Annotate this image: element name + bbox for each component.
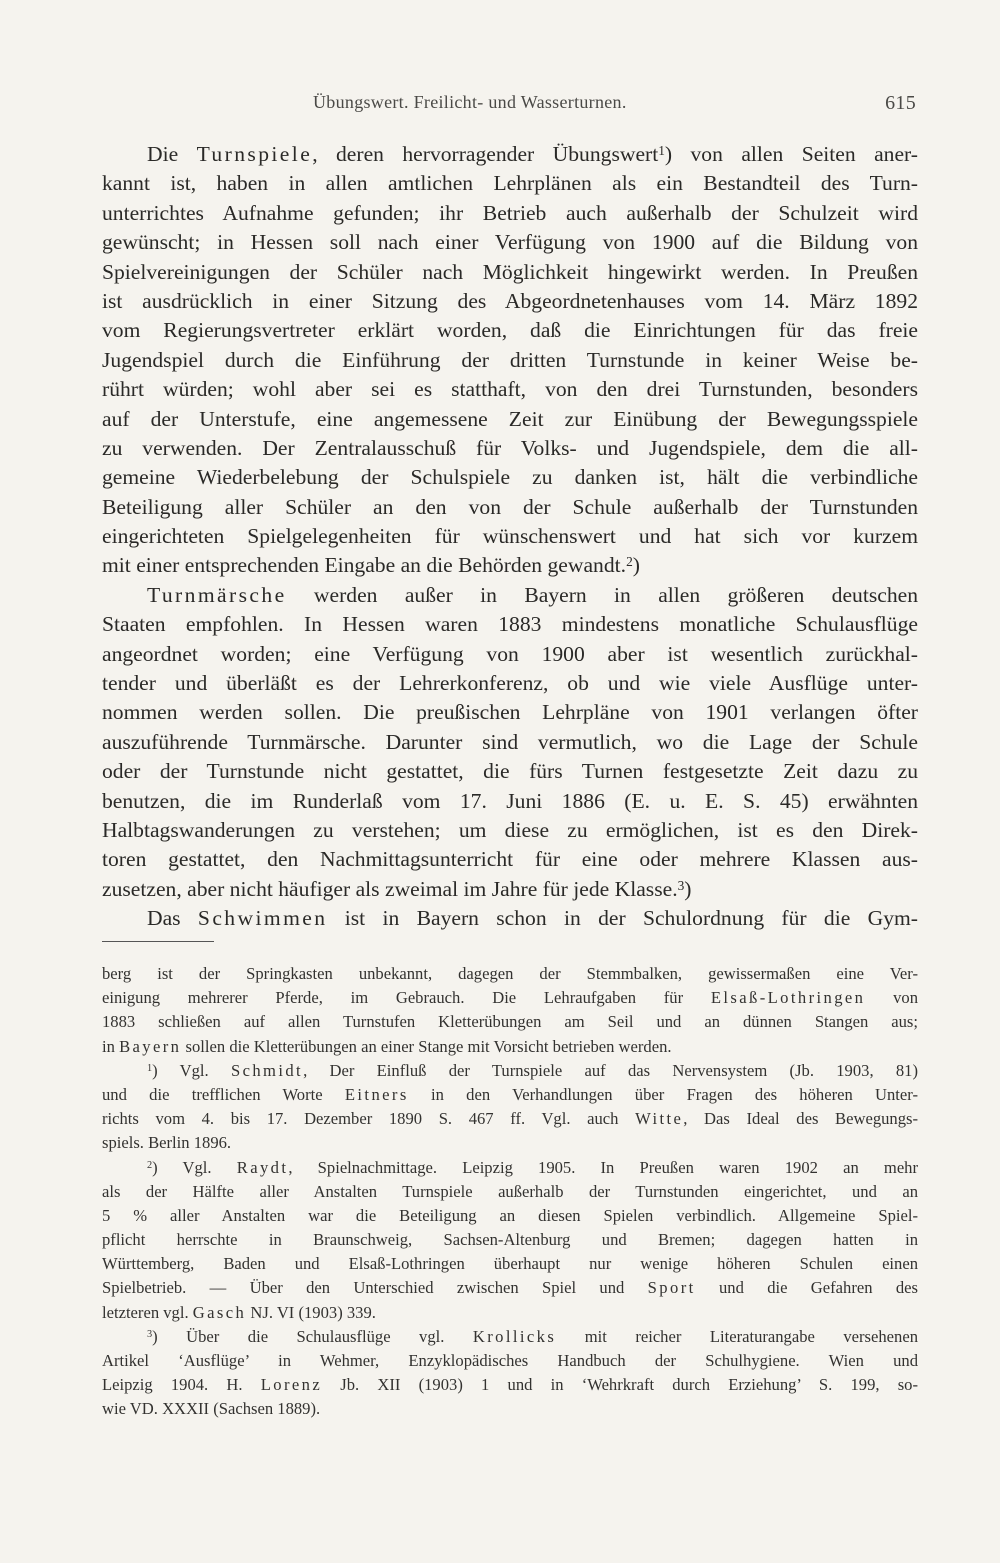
spaced-term: Elsaß-Lothringen <box>710 988 866 1008</box>
footnote-ref: 3 <box>677 877 685 893</box>
footnote-line: letzteren vgl. Gasch NJ. VI (1903) 339. <box>102 1302 376 1322</box>
text-line: toren gestattet, den Nachmittagsunterricht für eine oder mehrere Klassen aus- <box>102 847 918 872</box>
spaced-term: Krollicks <box>472 1326 557 1346</box>
footnotes <box>102 962 918 1422</box>
paragraph-schwimmen <box>102 904 918 933</box>
text-line: auszuführende Turnmärsche. Darunter sind vermutlich, wo die Lage der Schule <box>102 729 918 754</box>
footnote-marker: 1 <box>147 1063 153 1075</box>
text-line: benutzen, die im Runderlaß vom 17. Juni 1886 (E. u. E. S. 45) erwähnten <box>102 788 918 813</box>
spaced-term: Raydt <box>236 1157 289 1177</box>
spaced-term: Turnspiele <box>196 142 313 166</box>
footnote-line: spiels. Berlin 1896. <box>102 1133 232 1153</box>
footnote-rule <box>102 941 214 942</box>
text-line: zu verwenden. Der Zentralausschuß für Volks- und Jugendspiele, dem die all- <box>102 435 918 460</box>
spaced-term: Schwimmen <box>197 906 328 931</box>
footnote-line: und die trefflichen Worte Eitners in den Verhandlungen über Fragen des höheren Unter- <box>102 1084 919 1104</box>
text-line: zusetzen, aber nicht häufiger als zweimal im Jahre für jede Klasse.$^3$) <box>102 876 692 901</box>
spaced-term: Sport <box>647 1278 696 1298</box>
footnote-line: in Bayern sollen die Kletterübungen an einer Stange mit Vorsicht betrieben werden. <box>102 1036 672 1056</box>
footnote-2 <box>102 1156 918 1325</box>
paragraph-turnspiele <box>102 140 918 581</box>
footnote-line: wie VD. XXXII (Sachsen 1889). <box>102 1399 321 1419</box>
text-line: Turnmärsche werden außer in Bayern in allen größeren deutschen <box>147 582 918 607</box>
footnote-line: richts vom 4. bis 17. Dezember 1890 S. 467 ff. Vgl. auch Witte, Das Ideal des Bewegungs- <box>102 1109 918 1129</box>
body-text <box>102 140 918 934</box>
footnote-line: Württemberg, Baden und Elsaß-Lothringen überhaupt nur wenige höheren Schulen einen <box>102 1254 918 1274</box>
text-line: auf der Unterstufe, eine angemessene Zeit zur Einübung der Bewegungsspiele <box>102 406 918 431</box>
footnote-marker: 2 <box>147 1159 153 1171</box>
text-line: nommen werden sollen. Die preußischen Lehrpläne von 1901 verlangen öfter <box>102 700 918 725</box>
spaced-term: Schmidt <box>230 1060 304 1080</box>
footnote-ref: 2 <box>626 554 633 570</box>
text-line: Die Turnspiele, deren hervorragender Übungswert$^1$) von allen Seiten aner- <box>147 142 918 166</box>
footnote-ref: 1 <box>658 142 665 158</box>
footnote-line: als der Hälfte aller Anstalten Turnspiele außerhalb der Turnstunden eingerichtet, und an <box>102 1181 918 1201</box>
running-head <box>108 92 916 122</box>
text-line: unterrichtes Aufnahme gefunden; ihr Betrieb auch außerhalb der Schulzeit wird <box>102 200 918 225</box>
text-line: Staaten empfohlen. In Hessen waren 1883 mindestens monatliche Schulausflüge <box>102 612 918 637</box>
footnote-line: Artikel ‘Ausflüge’ in Wehmer, Enzyklopädisches Handbuch der Schulhygiene. Wien und <box>102 1351 918 1370</box>
footnote-continuation <box>102 962 918 1059</box>
footnote-line: 5 % aller Anstalten war die Beteiligung an diesen Spielen verbindlich. Allgemeine Spiel- <box>102 1205 918 1225</box>
footnote-line: $^1$) Vgl. Schmidt, Der Einfluß der Turnspiele auf das Nervensystem (Jb. 1903, 81) <box>147 1060 918 1080</box>
text-line: Spielvereinigungen der Schüler nach Möglichkeit hingewirkt werden. In Preußen <box>102 259 918 284</box>
text-line: gewünscht; in Hessen soll nach einer Verfügung von 1900 auf die Bildung von <box>102 230 918 255</box>
text-line: ist ausdrücklich in einer Sitzung des Abgeordnetenhauses vom 14. März 1892 <box>102 288 918 313</box>
spaced-term: Turnmärsche <box>147 582 287 607</box>
text-line: Das Schwimmen ist in Bayern schon in der Schulordnung für die Gym- <box>147 906 918 931</box>
footnote-line: Leipzig 1904. H. Lorenz Jb. XII (1903) 1 und in ‘Wehrkraft durch Erziehung’ S. 199, so- <box>102 1375 918 1395</box>
text-line: Jugendspiel durch die Einführung der dritten Turnstunde in keiner Weise be- <box>102 347 918 372</box>
text-line: gemeine Wiederbelebung der Schulspiele zu danken ist, hält die verbindliche <box>102 465 918 490</box>
page-number: 615 <box>885 92 916 114</box>
spaced-term: Witte <box>635 1109 684 1129</box>
text-line: oder der Turnstunde nicht gestattet, die fürs Turnen festgesetzte Zeit dazu zu <box>102 759 918 784</box>
footnote-line: $^2$) Vgl. Raydt, Spielnachmittage. Leipzig 1905. In Preußen waren 1902 an mehr <box>147 1157 919 1177</box>
text-line: vom Regierungsvertreter erklärt worden, daß die Einrichtungen für das freie <box>102 318 918 343</box>
footnote-line: $^3$) Über die Schulausflüge vgl. Krollicks mit reicher Literaturangabe versehenen <box>147 1326 918 1346</box>
text-line: Beteiligung aller Schüler an den von der Schule außerhalb der Turnstunden <box>102 494 918 519</box>
footnote-marker: 3 <box>147 1329 153 1341</box>
spaced-term: Bayern <box>119 1036 182 1056</box>
spaced-term: Lorenz <box>260 1375 323 1395</box>
footnote-line: Spielbetrieb. — Über den Unterschied zwischen Spiel und Sport und die Gefahren des <box>102 1278 918 1298</box>
spaced-term: Eitners <box>344 1084 409 1104</box>
footnote-3 <box>102 1325 918 1422</box>
footnote-line: 1883 schließen auf allen Turnstufen Kletterübungen am Seil und an dünnen Stangen aus; <box>102 1012 918 1032</box>
text-line: mit einer entsprechenden Eingabe an die Behörden gewandt.$^2$) <box>102 553 640 578</box>
text-line: Halbtagswanderungen zu verstehen; um diese zu ermöglichen, ist es den Direk- <box>102 817 918 842</box>
footnote-line: einigung mehrerer Pferde, im Gebrauch. Die Lehraufgaben für Elsaß-Lothringen von <box>102 988 918 1008</box>
footnote-1 <box>102 1059 918 1156</box>
paragraph-turnmaersche <box>102 581 918 904</box>
text-line: kannt ist, haben in allen amtlichen Lehrplänen als ein Bestandteil des Turn- <box>102 171 918 196</box>
text-line: eingerichteten Spielgelegenheiten für wünschenswert und hat sich vor kurzem <box>102 524 918 549</box>
footnote-line: berg ist der Springkasten unbekannt, dagegen der Stemmbalken, gewissermaßen eine Ver- <box>102 964 918 983</box>
running-title: Übungswert. Freilicht- und Wasserturnen. <box>313 92 627 112</box>
footnote-line: pflicht herrschte in Braunschweig, Sachsen-Altenburg und Bremen; dagegen hatten in <box>102 1230 918 1250</box>
spaced-term: Gasch <box>192 1302 247 1322</box>
text-line: rührt würden; wohl aber sei es statthaft, von den drei Turnstunden, besonders <box>102 377 918 402</box>
text-line: tender und überläßt es der Lehrerkonferenz, ob und wie viele Ausflüge unter- <box>102 671 918 696</box>
text-line: angeordnet worden; eine Verfügung von 1900 aber ist wesentlich zurückhal- <box>102 641 918 666</box>
